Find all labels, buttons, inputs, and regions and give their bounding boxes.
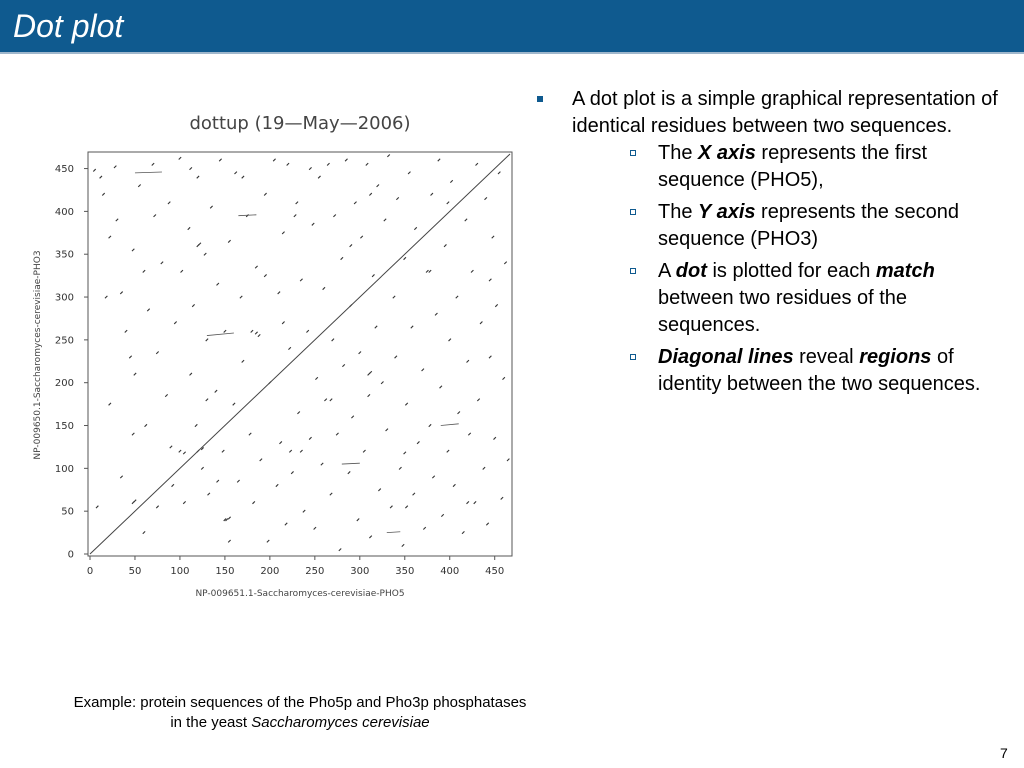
match-dot: [342, 364, 344, 366]
match-dot: [197, 176, 199, 178]
y-tick-label: 450: [54, 164, 74, 176]
match-dot: [143, 270, 145, 272]
hollow-square-bullet-icon: [630, 150, 636, 156]
page-number: 7: [1000, 745, 1008, 761]
match-dot: [152, 163, 154, 165]
match-dot: [156, 506, 158, 508]
caption-text: in the yeast: [170, 714, 248, 731]
match-dot: [390, 506, 392, 508]
match-dot: [413, 493, 415, 495]
caption-line-2: [20, 713, 580, 733]
match-dot: [306, 330, 308, 332]
match-dot: [199, 243, 201, 245]
match-dot: [188, 227, 190, 229]
match-dot: [333, 214, 335, 216]
match-dot: [327, 163, 329, 165]
match-dot: [372, 274, 374, 276]
match-dot: [489, 356, 491, 358]
match-dot: [276, 484, 278, 486]
match-dot: [170, 446, 172, 448]
match-dot: [255, 332, 257, 334]
match-dot: [432, 476, 434, 478]
match-dot: [315, 377, 317, 379]
match-dot: [395, 356, 397, 358]
sub-bullet-text: reveal: [793, 346, 860, 368]
match-dot: [208, 493, 210, 495]
match-dot: [296, 202, 298, 204]
match-dot: [476, 163, 478, 165]
match-dot: [411, 326, 413, 328]
match-dot: [116, 219, 118, 221]
match-dot: [300, 279, 302, 281]
match-dot: [105, 296, 107, 298]
match-dot: [494, 437, 496, 439]
x-tick-label: 450: [485, 566, 505, 577]
match-dot: [100, 176, 102, 178]
match-dot: [468, 433, 470, 435]
match-dot: [435, 313, 437, 315]
match-dot: [217, 480, 219, 482]
match-dot: [453, 484, 455, 486]
y-axis-label: NP-009650.1-Saccharomyces-cerevisiae-PHO3: [33, 250, 43, 460]
sub-bullet-emphasis: Y axis: [698, 201, 756, 223]
x-tick-label: 400: [440, 566, 460, 577]
match-dot: [217, 283, 219, 285]
hollow-square-bullet-icon: [630, 209, 636, 215]
match-dot: [287, 163, 289, 165]
match-dot: [408, 172, 410, 174]
match-dot: [467, 501, 469, 503]
y-tick-label: 200: [54, 378, 74, 390]
sub-bullet-emphasis: Diagonal lines: [658, 346, 794, 368]
match-dot: [134, 373, 136, 375]
match-dot: [450, 180, 452, 182]
match-dot: [330, 399, 332, 401]
match-dot: [125, 330, 127, 332]
caption-species: Saccharomyces cerevisiae: [251, 714, 430, 731]
match-dot: [228, 240, 230, 242]
match-segment: [135, 172, 162, 173]
match-dot: [495, 304, 497, 306]
match-dot: [492, 236, 494, 238]
match-dot: [477, 399, 479, 401]
sub-bullet-text: is plotted for each: [706, 260, 876, 282]
sub-bullet-diagonal: [572, 344, 1000, 398]
match-dot: [288, 347, 290, 349]
match-dot: [249, 433, 251, 435]
match-dot: [120, 292, 122, 294]
match-segment: [342, 463, 360, 464]
match-dot: [297, 411, 299, 413]
match-dot: [312, 223, 314, 225]
match-dot: [273, 159, 275, 161]
match-dot: [289, 450, 291, 452]
match-dot: [300, 450, 302, 452]
match-dot: [233, 403, 235, 405]
match-dot: [359, 352, 361, 354]
match-dot: [109, 403, 111, 405]
match-dot: [354, 202, 356, 204]
match-dot: [422, 369, 424, 371]
match-dot: [228, 540, 230, 542]
match-dot: [503, 377, 505, 379]
match-dot: [183, 452, 185, 454]
match-dot: [190, 373, 192, 375]
match-dot: [210, 206, 212, 208]
match-dot: [318, 176, 320, 178]
match-segment: [238, 215, 256, 216]
chart-title: dottup (19—May—2006): [189, 113, 411, 134]
match-dot: [228, 517, 230, 519]
x-tick-label: 50: [128, 566, 142, 577]
match-dot: [458, 411, 460, 413]
match-dot: [431, 193, 433, 195]
match-dot: [449, 339, 451, 341]
sub-bullet-x-axis: [572, 140, 1000, 194]
hollow-square-bullet-icon: [630, 354, 636, 360]
match-segment: [207, 333, 234, 336]
match-dot: [120, 476, 122, 478]
sub-bullet-emphasis: dot: [675, 260, 707, 282]
match-dot: [165, 394, 167, 396]
match-dot: [282, 232, 284, 234]
match-dot: [134, 500, 136, 502]
match-dot: [252, 501, 254, 503]
match-dot: [93, 169, 95, 171]
match-dot: [480, 322, 482, 324]
match-dot: [444, 244, 446, 246]
match-dot: [255, 266, 257, 268]
x-tick-label: 300: [350, 566, 370, 577]
x-axis: [87, 556, 504, 577]
match-dot: [378, 489, 380, 491]
match-dot: [447, 450, 449, 452]
match-dot: [285, 523, 287, 525]
main-diagonal-line: [90, 154, 510, 554]
match-dot: [114, 166, 116, 168]
x-axis-label: NP-009651.1-Saccharomyces-cerevisiae-PHO5: [195, 589, 405, 599]
match-dot: [145, 424, 147, 426]
match-dot: [471, 270, 473, 272]
match-dot: [264, 274, 266, 276]
match-dot: [404, 257, 406, 259]
sub-bullet-text: The: [658, 142, 699, 164]
match-segment: [441, 424, 459, 426]
match-dot: [179, 450, 181, 452]
match-dot: [258, 334, 260, 336]
slide-title: Dot plot: [13, 8, 124, 44]
match-dot: [222, 450, 224, 452]
match-dot: [341, 257, 343, 259]
match-dot: [384, 219, 386, 221]
match-dot: [368, 394, 370, 396]
match-dot: [485, 197, 487, 199]
match-dot: [234, 172, 236, 174]
match-dot: [330, 493, 332, 495]
sub-bullet-emphasis: regions: [859, 346, 932, 368]
match-dot: [441, 514, 443, 516]
match-dot: [489, 279, 491, 281]
match-dot: [267, 540, 269, 542]
match-dot: [303, 510, 305, 512]
match-dot: [147, 309, 149, 311]
match-dot: [96, 506, 98, 508]
match-dot: [351, 416, 353, 418]
match-dot: [447, 202, 449, 204]
y-tick-label: 350: [54, 249, 74, 261]
x-tick-label: 350: [395, 566, 415, 577]
bullet-list: [530, 86, 1000, 403]
match-dot: [237, 480, 239, 482]
match-dot: [294, 214, 296, 216]
match-dot: [399, 467, 401, 469]
match-dot: [396, 197, 398, 199]
match-dot: [132, 433, 134, 435]
match-dot: [183, 501, 185, 503]
title-rule: [0, 52, 1024, 54]
match-dot: [350, 244, 352, 246]
sub-bullet-emphasis: X axis: [698, 142, 756, 164]
match-dot: [474, 501, 476, 503]
sub-bullet-text: between two residues of the sequences.: [658, 287, 908, 336]
match-dot: [438, 159, 440, 161]
match-segment: [387, 532, 400, 533]
dot-plot-chart: [25, 105, 525, 605]
match-dot: [402, 544, 404, 546]
match-dot: [423, 527, 425, 529]
match-dot: [456, 296, 458, 298]
match-dot: [375, 326, 377, 328]
match-dot: [348, 471, 350, 473]
sub-bullet-y-axis: [572, 199, 1000, 253]
match-dot: [504, 262, 506, 264]
match-dot: [483, 467, 485, 469]
match-dot: [429, 270, 431, 272]
match-dot: [393, 296, 395, 298]
match-dot: [219, 159, 221, 161]
caption-line-1: Example: protein sequences of the Pho5p and Pho3p phosphatases: [73, 694, 527, 711]
bullet-main: [530, 86, 1000, 398]
match-dot: [462, 531, 464, 533]
match-dot: [486, 523, 488, 525]
x-tick-label: 150: [215, 566, 235, 577]
x-tick-label: 250: [305, 566, 325, 577]
match-dot: [129, 356, 131, 358]
match-dot: [242, 360, 244, 362]
bullet-main-text: A dot plot is a simple graphical representation of identical residues between two sequences.: [572, 88, 998, 137]
match-dot: [387, 155, 389, 157]
match-dot: [240, 296, 242, 298]
y-tick-label: 0: [67, 549, 74, 561]
match-dot: [279, 441, 281, 443]
match-dot: [282, 322, 284, 324]
match-dot: [278, 292, 280, 294]
match-dot: [386, 429, 388, 431]
sub-bullet-text: represents the first sequence (PHO5),: [658, 142, 928, 191]
match-dot: [264, 193, 266, 195]
match-dot: [465, 219, 467, 221]
sub-bullet-text: A: [658, 260, 676, 282]
match-dot: [405, 506, 407, 508]
match-dot: [501, 497, 503, 499]
sub-bullet-dot: [572, 258, 1000, 339]
x-tick-label: 100: [170, 566, 190, 577]
match-dot: [161, 262, 163, 264]
match-dot: [369, 536, 371, 538]
match-dot: [360, 236, 362, 238]
match-dot: [156, 352, 158, 354]
match-dot: [192, 304, 194, 306]
match-dot: [132, 249, 134, 251]
title-bar: [0, 0, 1024, 52]
match-dot: [377, 184, 379, 186]
match-dot: [323, 287, 325, 289]
match-dot: [314, 527, 316, 529]
match-dot: [102, 193, 104, 195]
x-tick-label: 200: [260, 566, 280, 577]
match-dot: [339, 549, 341, 551]
match-dot: [321, 463, 323, 465]
y-axis: [55, 164, 88, 560]
match-dot: [363, 450, 365, 452]
match-dot: [174, 322, 176, 324]
match-dot: [345, 159, 347, 161]
match-dot: [417, 441, 419, 443]
match-dot: [369, 193, 371, 195]
match-dot: [309, 167, 311, 169]
match-dot: [179, 157, 181, 159]
x-tick-label: 0: [86, 566, 94, 577]
match-dot: [224, 330, 226, 332]
match-dot: [369, 371, 371, 373]
match-dot: [467, 360, 469, 362]
y-tick-label: 150: [54, 421, 74, 433]
sub-bullet-emphasis: match: [875, 260, 935, 282]
match-dot: [332, 339, 334, 341]
match-dot: [143, 531, 145, 533]
y-tick-label: 100: [54, 463, 74, 475]
sub-bullet-text: represents the second sequence (PHO3): [658, 201, 959, 250]
match-dot: [109, 236, 111, 238]
match-dot: [291, 471, 293, 473]
match-dot: [414, 227, 416, 229]
match-dot: [309, 437, 311, 439]
y-tick-label: 400: [54, 206, 74, 218]
match-dot: [429, 424, 431, 426]
match-dot: [181, 270, 183, 272]
match-dot: [405, 403, 407, 405]
match-dot: [498, 172, 500, 174]
match-dot: [366, 163, 368, 165]
match-dot: [206, 339, 208, 341]
match-dot: [404, 452, 406, 454]
sub-bullet-text: of identity between the two sequences.: [658, 346, 981, 395]
match-dot: [201, 467, 203, 469]
match-dot: [168, 202, 170, 204]
match-dot: [336, 433, 338, 435]
match-dot: [190, 167, 192, 169]
match-dot: [260, 459, 262, 461]
match-dot: [324, 399, 326, 401]
match-dot: [251, 330, 253, 332]
match-dot: [204, 253, 206, 255]
y-tick-label: 50: [61, 506, 74, 518]
match-dot: [440, 386, 442, 388]
hollow-square-bullet-icon: [630, 268, 636, 274]
match-dot: [206, 399, 208, 401]
match-dot: [215, 390, 217, 392]
match-dot: [507, 459, 509, 461]
y-tick-label: 250: [54, 335, 74, 347]
match-dot: [195, 424, 197, 426]
y-tick-label: 300: [54, 292, 74, 304]
sub-bullet-text: The: [658, 201, 699, 223]
square-bullet-icon: [537, 96, 543, 102]
match-dot: [154, 214, 156, 216]
match-dot: [426, 270, 428, 272]
match-dot: [381, 381, 383, 383]
match-dot: [138, 184, 140, 186]
match-dot: [242, 176, 244, 178]
match-dot: [172, 484, 174, 486]
match-dot: [357, 519, 359, 521]
figure-caption: [20, 693, 580, 733]
